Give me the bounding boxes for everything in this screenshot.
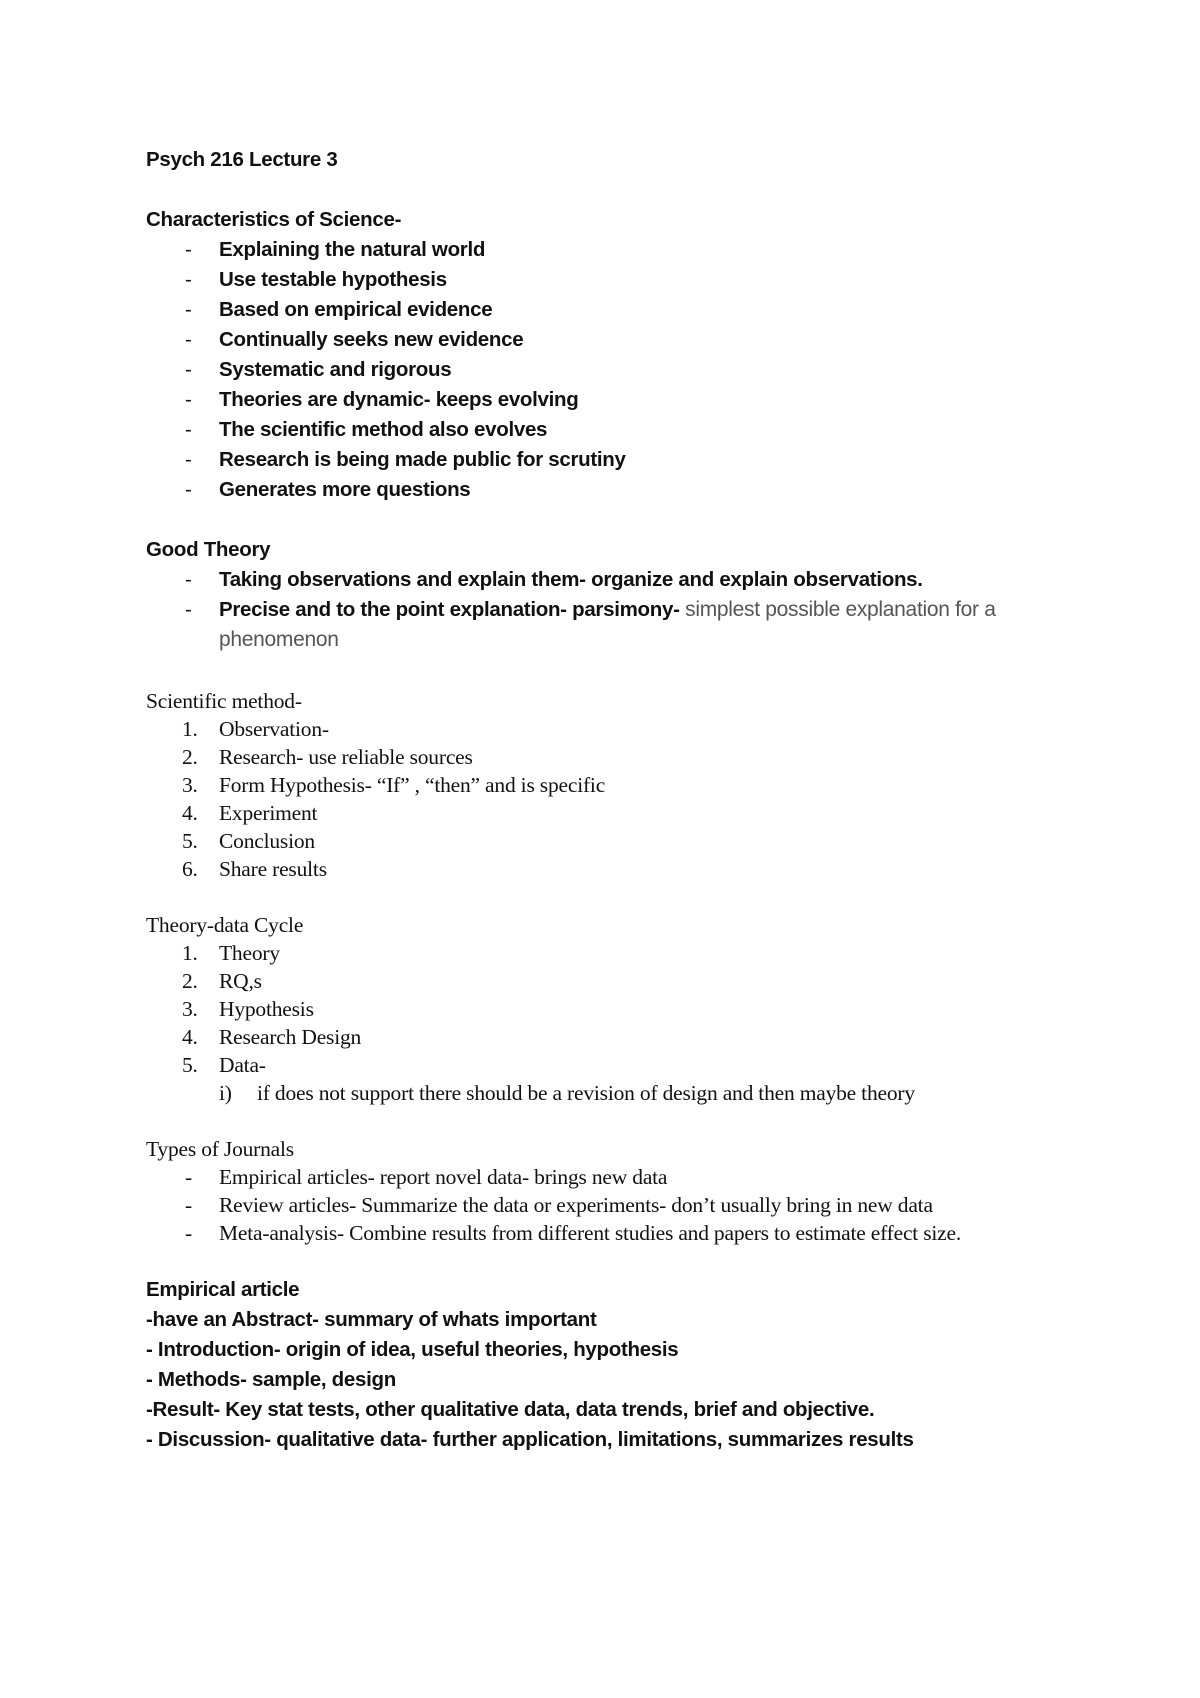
list-item <box>146 827 1106 855</box>
list-item <box>146 939 1106 967</box>
good-theory-list <box>146 565 1106 655</box>
list-item <box>146 743 1106 771</box>
journals-list <box>146 1163 1106 1247</box>
list-item <box>146 967 1106 995</box>
list-item: - Explaining the natural world <box>146 235 1106 265</box>
document-page <box>146 145 1106 1455</box>
list-item: - Empirical articles- report novel data- brings new data <box>146 1163 1106 1191</box>
list-item: - Taking observations and explain them- organize and explain observations. <box>146 565 1106 595</box>
list-item: - Systematic and rigorous <box>146 355 1106 385</box>
list-number: 4. <box>182 1025 198 1049</box>
list-item <box>146 1051 1106 1079</box>
list-text: Share results <box>219 857 327 881</box>
list-item <box>146 799 1106 827</box>
list-number: 2. <box>182 969 198 993</box>
list-number: 1. <box>182 717 198 741</box>
list-item: - Based on empirical evidence <box>146 295 1106 325</box>
list-text: Hypothesis <box>219 997 314 1021</box>
document-title: Psych 216 Lecture 3 <box>146 148 338 171</box>
list-item: - Theories are dynamic- keeps evolving <box>146 385 1106 415</box>
list-text: Research Design <box>219 1025 362 1049</box>
list-text: Conclusion <box>219 829 315 853</box>
journals-heading: Types of Journals <box>146 1137 294 1161</box>
parsimony-bold-text: Precise and to the point explanation- parsimony- <box>219 598 680 621</box>
list-number: 4. <box>182 801 198 825</box>
parsimony-definition: simplest possible explanation for a phenomenon <box>219 598 996 651</box>
list-item <box>146 855 1106 883</box>
list-item <box>146 1023 1106 1051</box>
empirical-line: - Discussion- qualitative data- further application, limitations, summarizes results <box>146 1428 914 1451</box>
list-item: - Use testable hypothesis <box>146 265 1106 295</box>
empirical-line: - Methods- sample, design <box>146 1368 396 1391</box>
list-item <box>146 715 1106 743</box>
list-number: 6. <box>182 857 198 881</box>
list-number: 3. <box>182 773 198 797</box>
list-number: 5. <box>182 1053 198 1077</box>
list-text: Observation- <box>219 717 329 741</box>
characteristics-list <box>146 235 1106 505</box>
list-item <box>146 771 1106 799</box>
characteristics-heading: Characteristics of Science- <box>146 208 402 231</box>
scientific-method-list <box>146 715 1106 883</box>
list-item <box>146 595 1106 655</box>
empirical-line: -have an Abstract- summary of whats important <box>146 1308 597 1331</box>
list-item: - Generates more questions <box>146 475 1106 505</box>
list-number: 5. <box>182 829 198 853</box>
empirical-line: -Result- Key stat tests, other qualitative data, data trends, brief and objective. <box>146 1398 875 1421</box>
list-item: - Review articles- Summarize the data or experiments- don’t usually bring in new data <box>146 1191 1106 1219</box>
list-text: Experiment <box>219 801 318 825</box>
list-text: Form Hypothesis- “If” , “then” and is specific <box>219 773 606 797</box>
list-number: 2. <box>182 745 198 769</box>
theory-data-cycle-list <box>146 939 1106 1079</box>
sub-list-item <box>146 1079 1106 1107</box>
empirical-line: - Introduction- origin of idea, useful theories, hypothesis <box>146 1338 679 1361</box>
good-theory-heading: Good Theory <box>146 538 271 561</box>
sub-list-text: if does not support there should be a revision of design and then maybe theory <box>257 1081 915 1105</box>
list-item: - Continually seeks new evidence <box>146 325 1106 355</box>
list-item <box>146 995 1106 1023</box>
list-text: Theory <box>219 941 280 965</box>
list-text: Data- <box>219 1053 266 1077</box>
list-number: 1. <box>182 941 198 965</box>
list-text: Research- use reliable sources <box>219 745 473 769</box>
list-item: - The scientific method also evolves <box>146 415 1106 445</box>
list-item: - Research is being made public for scrutiny <box>146 445 1106 475</box>
list-text: RQ,s <box>219 969 262 993</box>
empirical-article-heading: Empirical article <box>146 1278 300 1301</box>
theory-data-cycle-heading: Theory-data Cycle <box>146 913 304 937</box>
list-item: - Meta-analysis- Combine results from different studies and papers to estimate effect size. <box>146 1219 1106 1247</box>
scientific-method-heading: Scientific method- <box>146 689 302 713</box>
list-number: 3. <box>182 997 198 1021</box>
sub-list-marker: i) <box>219 1081 232 1105</box>
